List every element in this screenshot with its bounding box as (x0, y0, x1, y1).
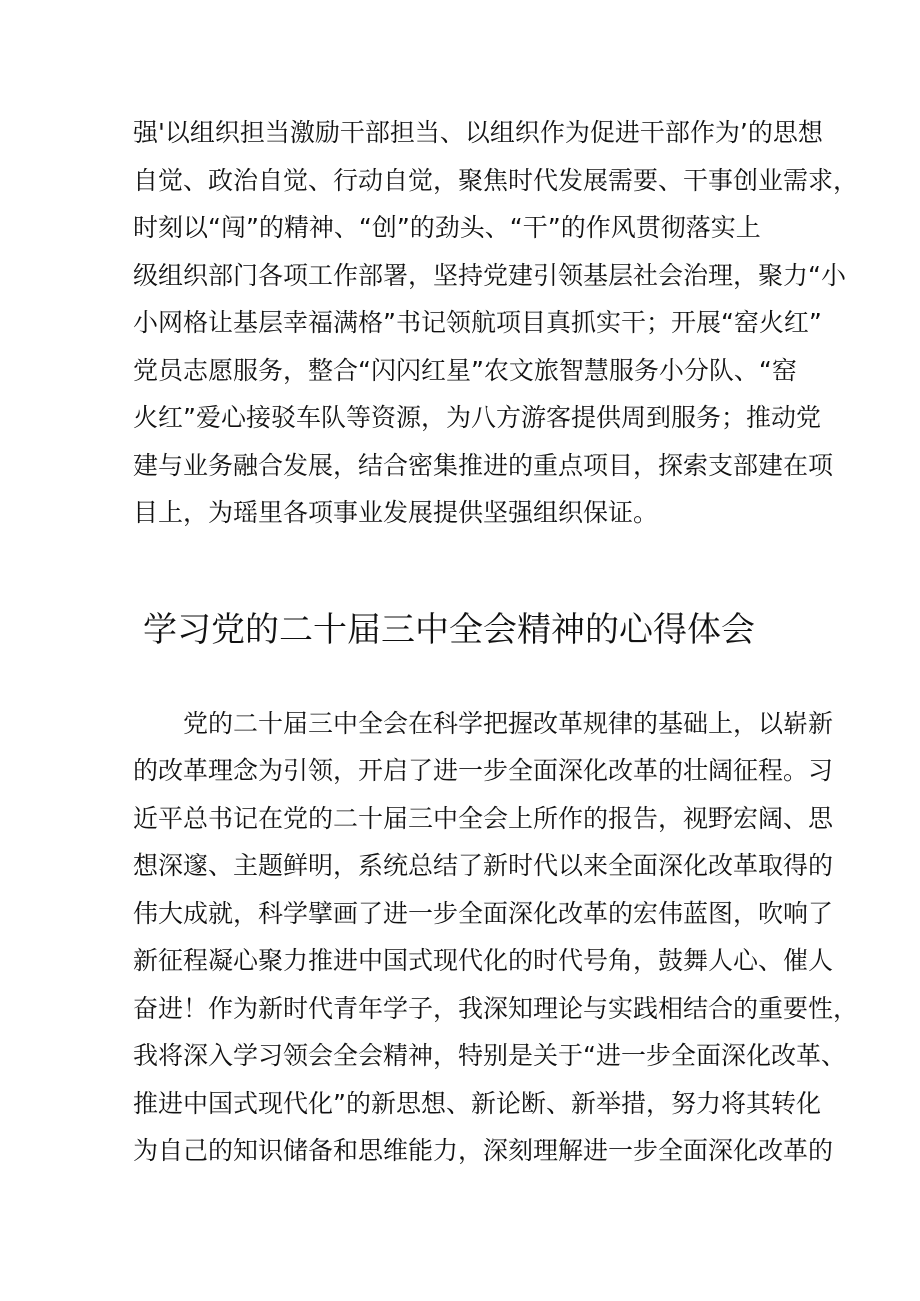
paragraph-line: 伟大成就，科学擘画了进一步全面深化改革的宏伟蓝图，吹响了 (133, 899, 834, 928)
paragraph-line: 推进中国式现代化”的新思想、新论断、新举措，努力将其转化 (133, 1089, 821, 1118)
paragraph-line: 自觉、政治自觉、行动自觉，聚焦时代发展需要、干事创业需求， (133, 166, 859, 195)
paragraph-line: 近平总书记在党的二十届三中全会上所作的报告，视野宏阔、思 (133, 804, 834, 833)
paragraph-line: 党的二十届三中全会在科学把握改革规律的基础上，以崭新 (183, 709, 834, 738)
paragraph-line: 的改革理念为引领，开启了进一步全面深化改革的壮阔征程。习 (133, 756, 834, 785)
paragraph-line: 为自己的知识储备和思维能力，深刻理解进一步全面深化改革的 (133, 1136, 834, 1165)
paragraph-line: 小网格让基层幸福满格”书记领航项目真抓实干；开展“窑火红” (133, 308, 822, 337)
paragraph-line: 强'以组织担当激励干部担当、以组织作为促进干部作为’的思想 (133, 118, 823, 147)
paragraph-line: 新征程凝心聚力推进中国式现代化的时代号角，鼓舞人心、催人 (133, 946, 834, 975)
paragraph-line: 党员志愿服务，整合“闪闪红星”农文旅智慧服务小分队、“窑 (133, 356, 797, 385)
paragraph-line: 我将深入学习领会全会精神，特别是关于“进一步全面深化改革、 (133, 1041, 846, 1070)
paragraph-line: 想深邃、主题鲜明，系统总结了新时代以来全面深化改革取得的 (133, 851, 834, 880)
section-title: 学习党的二十届三中全会精神的心得体会 (143, 610, 755, 650)
paragraph-line: 级组织部门各项工作部署，坚持党建引领基层社会治理，聚力“小 (133, 261, 846, 290)
paragraph-line: 目上，为瑶里各项事业发展提供坚强组织保证。 (133, 498, 659, 527)
paragraph-line: 奋进！作为新时代青年学子，我深知理论与实践相结合的重要性， (133, 994, 859, 1023)
paragraph-line: 火红”爱心接驳车队等资源，为八方游客提供周到服务；推动党 (133, 403, 821, 432)
paragraph-line: 建与业务融合发展，结合密集推进的重点项目，探索支部建在项 (133, 451, 834, 480)
paragraph-line: 时刻以“闯”的精神、“创”的劲头、“干”的作风贯彻落实上 (133, 213, 761, 242)
